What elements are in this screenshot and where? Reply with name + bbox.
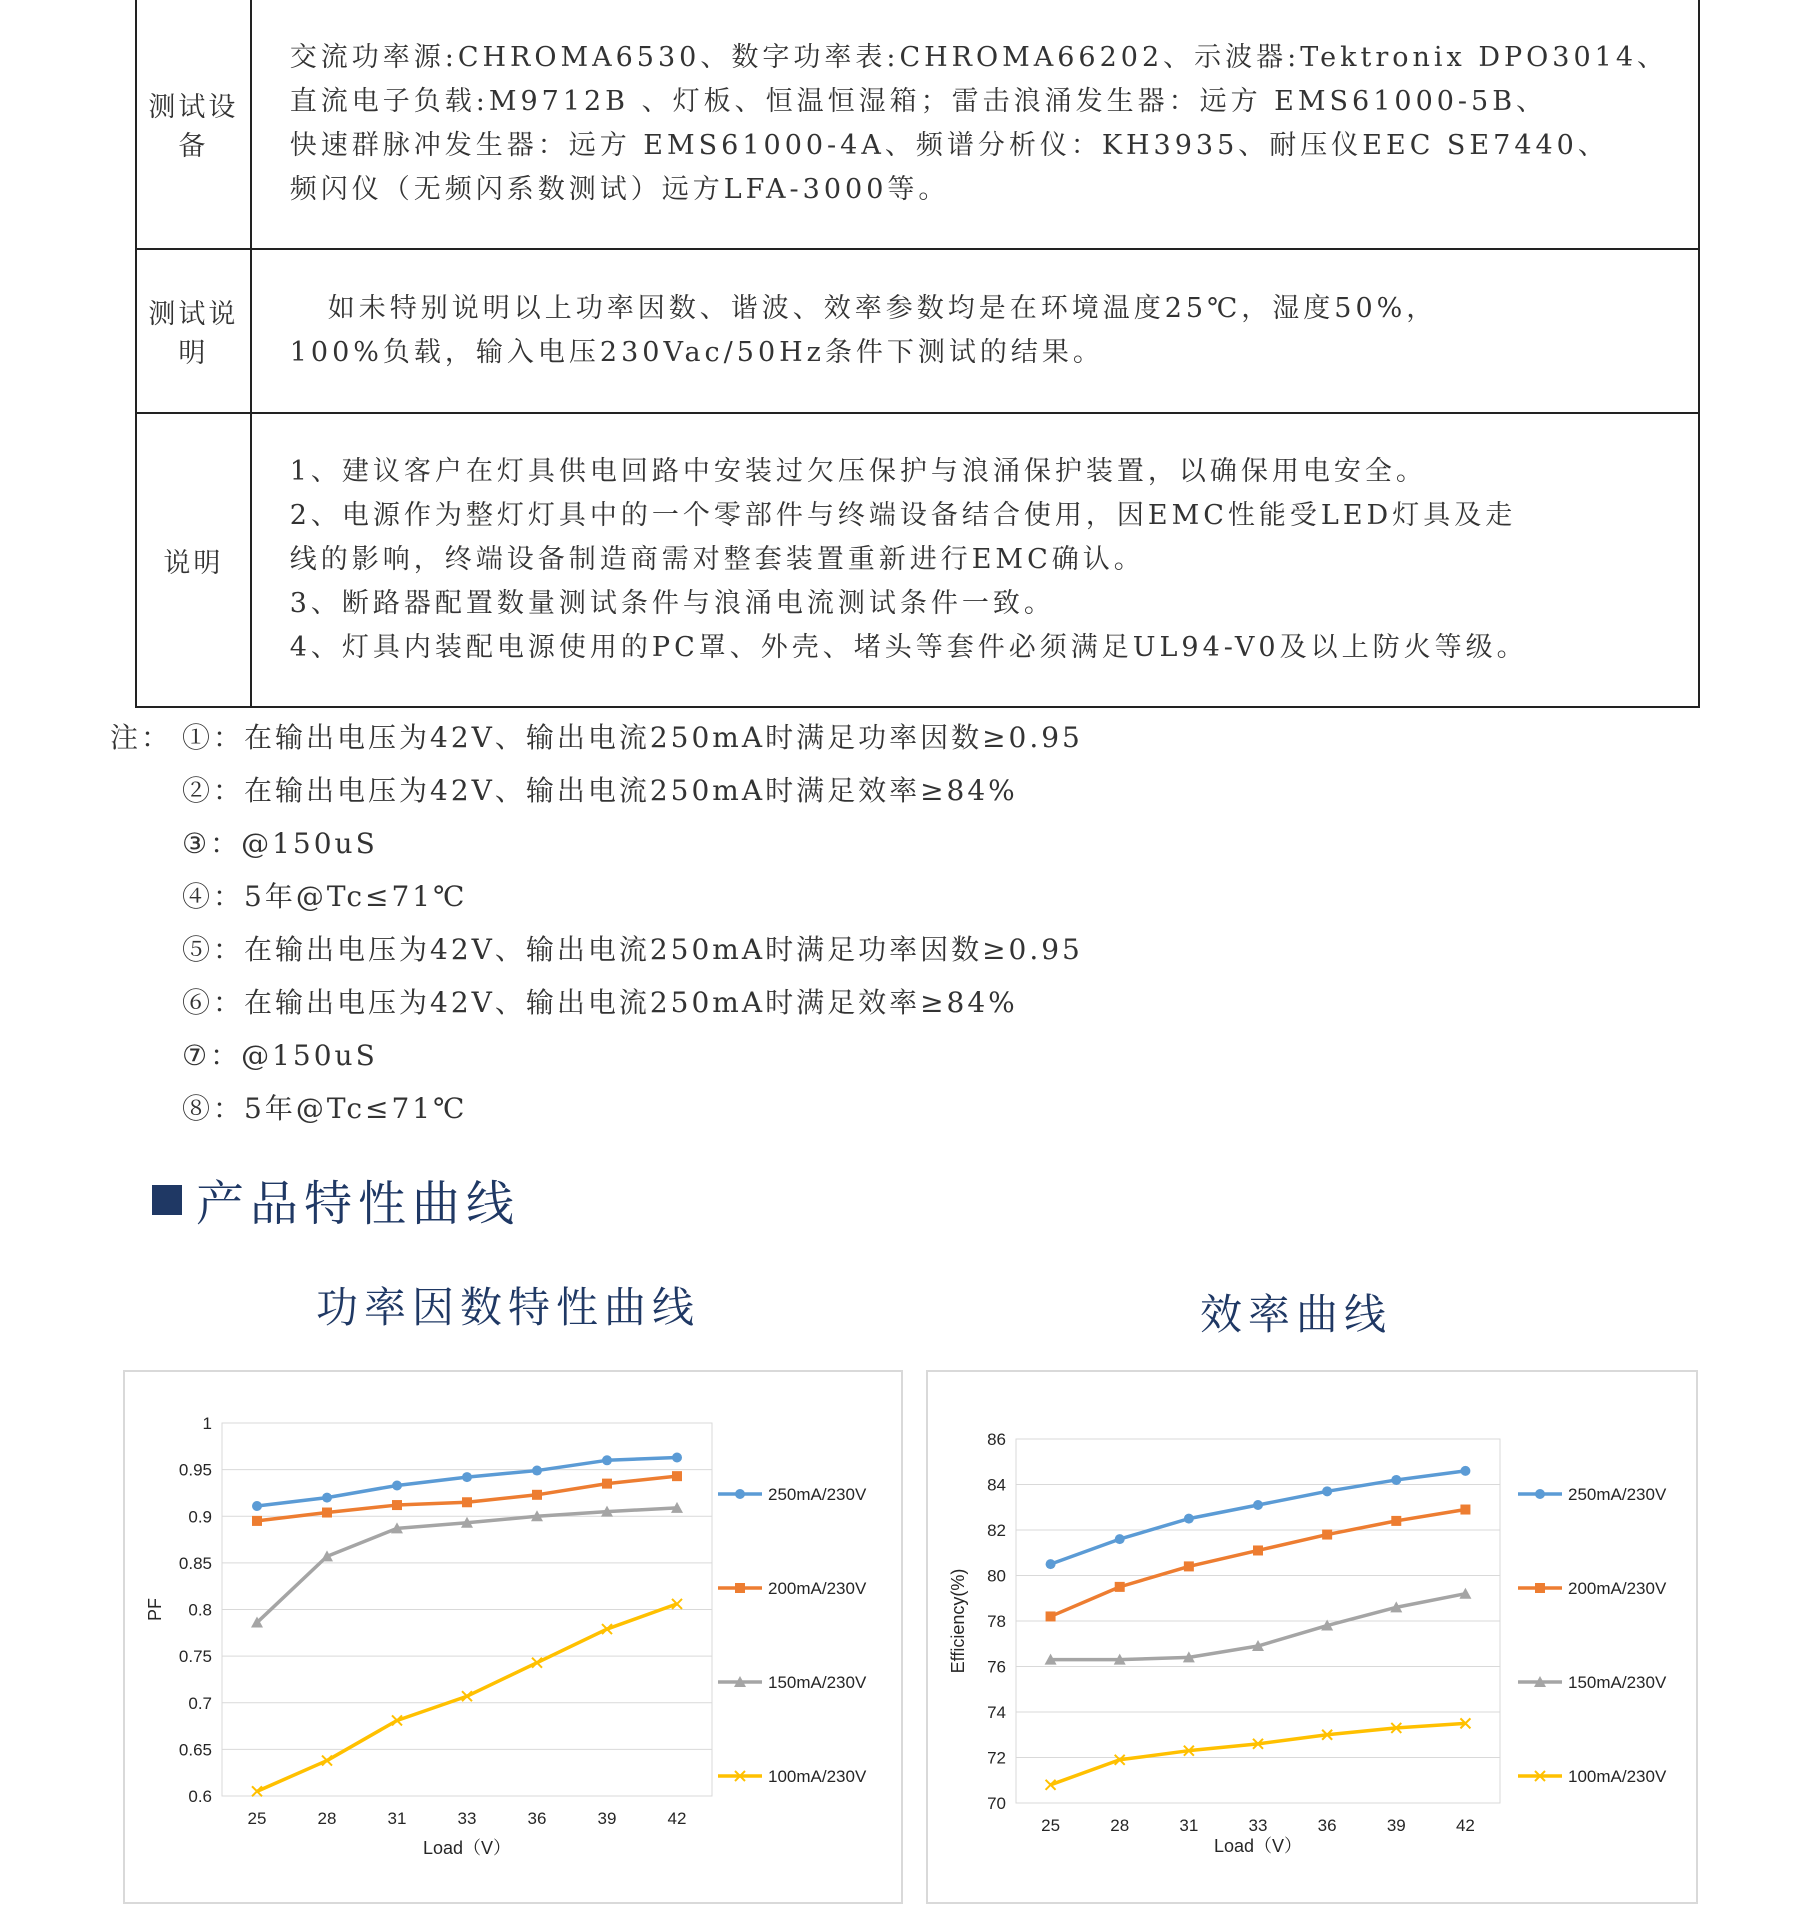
data-point xyxy=(1253,1545,1263,1555)
series-line xyxy=(1051,1510,1466,1617)
y-tick-label: 1 xyxy=(202,1414,212,1433)
notes-prefix: 注： xyxy=(110,721,173,754)
efficiency-chart xyxy=(928,1372,1696,1902)
series-line xyxy=(1051,1723,1466,1784)
note-text-8: ⑧：5年@Tc≤71℃ xyxy=(182,1092,468,1125)
x-tick-label: 25 xyxy=(247,1809,267,1828)
note-text-1: ①：在输出电压为42V、输出电流250mA时满足功率因数≥0.95 xyxy=(182,721,1083,754)
data-point xyxy=(322,1508,332,1518)
data-point xyxy=(672,1453,682,1463)
x-tick-label: 36 xyxy=(1317,1816,1337,1835)
section-heading-text: 产品特性曲线 xyxy=(196,1176,521,1232)
data-point xyxy=(392,1500,402,1510)
note-text-7: ⑦：@150uS xyxy=(182,1039,378,1072)
data-point xyxy=(322,1493,332,1503)
note-text-5: ⑤：在输出电压为42V、输出电流250mA时满足功率因数≥0.95 xyxy=(182,933,1083,966)
data-point xyxy=(252,1516,262,1526)
table-row-test-equipment xyxy=(136,0,1699,249)
x-tick-label: 33 xyxy=(457,1809,477,1828)
x-tick-label: 39 xyxy=(597,1809,617,1828)
note-text-4: ④：5年@Tc≤71℃ xyxy=(182,880,468,913)
row-label-test-notes: 测试说明 xyxy=(136,249,251,413)
x-tick-label: 28 xyxy=(317,1809,337,1828)
pf-chart xyxy=(125,1372,901,1902)
y-tick-label: 76 xyxy=(987,1657,1006,1677)
y-tick-label: 74 xyxy=(987,1703,1006,1722)
legend-label: 200mA/230V xyxy=(768,1579,867,1598)
y-tick-label: 0.9 xyxy=(188,1507,212,1527)
x-tick-label: 25 xyxy=(1041,1816,1061,1835)
legend-marker xyxy=(735,1583,745,1593)
y-tick-label: 78 xyxy=(987,1612,1006,1631)
heading-square-icon xyxy=(152,1185,182,1215)
data-point xyxy=(532,1490,542,1500)
y-tick-label: 84 xyxy=(987,1475,1006,1495)
equipment-line-2: 直流电子负载:M9712B 、灯板、恒温恒湿箱；雷击浪涌发生器：远方 EMS61000-5B、 xyxy=(289,86,1548,117)
data-point xyxy=(1115,1582,1125,1592)
table-row-test-notes xyxy=(136,249,1699,413)
x-tick-label: 42 xyxy=(667,1809,687,1828)
data-point xyxy=(1460,1466,1470,1476)
legend-marker xyxy=(1535,1583,1545,1593)
remark-line-3: 线的影响，终端设备制造商需对整套装置重新进行EMC确认。 xyxy=(289,544,1145,575)
row-content-test-notes xyxy=(251,249,1699,413)
data-point xyxy=(532,1466,542,1476)
y-tick-label: 70 xyxy=(987,1794,1006,1813)
row-label-remarks: 说明 xyxy=(136,413,251,707)
test-notes-line-2: 100%负载，输入电压230Vac/50Hz条件下测试的结果。 xyxy=(289,337,1104,368)
pf-chart-frame xyxy=(123,1370,903,1904)
y-tick-label: 0.65 xyxy=(178,1740,212,1760)
y-tick-label: 0.75 xyxy=(178,1647,212,1667)
table-row-remarks xyxy=(136,413,1699,707)
data-point xyxy=(602,1479,612,1489)
section-heading xyxy=(152,1165,520,1234)
data-point xyxy=(392,1480,402,1490)
legend-label: 150mA/230V xyxy=(768,1673,867,1692)
legend-label: 150mA/230V xyxy=(1568,1673,1667,1692)
y-tick-label: 0.7 xyxy=(188,1693,212,1713)
row-label-test-equipment: 测试设备 xyxy=(136,0,251,249)
row-content-test-equipment xyxy=(251,0,1699,249)
data-point xyxy=(1253,1500,1263,1510)
y-tick-label: 72 xyxy=(987,1748,1006,1768)
equipment-line-1: 交流功率源:CHROMA6530、数字功率表:CHROMA66202、示波器:Tektronix DPO3014、 xyxy=(289,42,1668,73)
y-tick-label: 0.95 xyxy=(178,1460,212,1480)
y-tick-label: 82 xyxy=(987,1521,1006,1540)
data-point xyxy=(1184,1561,1194,1571)
x-tick-label: 33 xyxy=(1248,1816,1268,1835)
remark-line-5: 4、灯具内装配电源使用的PC罩、外壳、堵头等套件必须满足UL94-V0及以上防火等级。 xyxy=(289,632,1528,663)
data-point xyxy=(1391,1516,1401,1526)
x-axis-label: Load（V） xyxy=(422,1838,512,1858)
data-point xyxy=(602,1455,612,1465)
legend-marker xyxy=(735,1489,745,1499)
y-tick-label: 80 xyxy=(987,1566,1006,1586)
remark-line-1: 1、建议客户在灯具供电回路中安装过欠压保护与浪涌保护装置，以确保用电安全。 xyxy=(289,456,1427,487)
data-point xyxy=(1184,1514,1194,1524)
legend-label: 100mA/230V xyxy=(1568,1767,1667,1786)
equipment-line-3: 快速群脉冲发生器：远方 EMS61000-4A、频谱分析仪：KH3935、耐压仪EEC SE7440、 xyxy=(289,130,1609,161)
data-point xyxy=(1322,1486,1332,1496)
legend-label: 200mA/230V xyxy=(1568,1579,1667,1598)
efficiency-chart-frame xyxy=(926,1370,1698,1904)
y-tick-label: 86 xyxy=(987,1430,1006,1449)
row-content-remarks xyxy=(251,413,1699,707)
data-point xyxy=(1046,1559,1056,1569)
test-notes-line-1: 如未特别说明以上功率因数、谐波、效率参数均是在环境温度25℃，湿度50%， xyxy=(327,293,1438,324)
x-tick-label: 39 xyxy=(1386,1816,1406,1835)
note-text-2: ②：在输出电压为42V、输出电流250mA时满足效率≥84% xyxy=(182,774,1018,807)
data-point xyxy=(1046,1611,1056,1621)
x-tick-label: 31 xyxy=(1179,1816,1199,1835)
x-tick-label: 31 xyxy=(387,1809,407,1828)
x-tick-label: 42 xyxy=(1455,1816,1475,1835)
note-text-3: ③：@150uS xyxy=(182,827,378,860)
data-point xyxy=(462,1472,472,1482)
note-text-6: ⑥：在输出电压为42V、输出电流250mA时满足效率≥84% xyxy=(182,986,1018,1019)
data-point xyxy=(252,1501,262,1511)
remark-line-2: 2、电源作为整灯灯具中的一个零部件与终端设备结合使用，因EMC性能受LED灯具及走 xyxy=(289,500,1517,531)
data-point xyxy=(672,1471,682,1481)
data-point xyxy=(1391,1475,1401,1485)
data-point xyxy=(1460,1505,1470,1515)
x-tick-label: 36 xyxy=(527,1809,547,1828)
legend-label: 100mA/230V xyxy=(768,1767,867,1786)
data-point xyxy=(462,1497,472,1507)
data-point xyxy=(1322,1530,1332,1540)
efficiency-chart-title: 效率曲线 xyxy=(1200,1290,1393,1339)
legend-marker xyxy=(1535,1489,1545,1499)
y-axis-label: Efficiency(%) xyxy=(948,1568,968,1674)
legend-label: 250mA/230V xyxy=(1568,1485,1667,1504)
pf-chart-title: 功率因数特性曲线 xyxy=(316,1283,701,1332)
data-point xyxy=(1115,1534,1125,1544)
x-axis-label: Load（V） xyxy=(1213,1836,1303,1856)
spec-table xyxy=(135,0,1700,708)
y-tick-label: 0.8 xyxy=(188,1600,212,1620)
remark-line-4: 3、断路器配置数量测试条件与浪涌电流测试条件一致。 xyxy=(289,588,1055,619)
equipment-line-4: 频闪仪（无频闪系数测试）远方LFA-3000等。 xyxy=(289,174,950,205)
y-axis-label: PF xyxy=(145,1597,165,1622)
x-tick-label: 28 xyxy=(1110,1816,1130,1835)
legend-label: 250mA/230V xyxy=(768,1485,867,1504)
y-tick-label: 0.6 xyxy=(188,1787,212,1806)
y-tick-label: 0.85 xyxy=(178,1553,212,1573)
